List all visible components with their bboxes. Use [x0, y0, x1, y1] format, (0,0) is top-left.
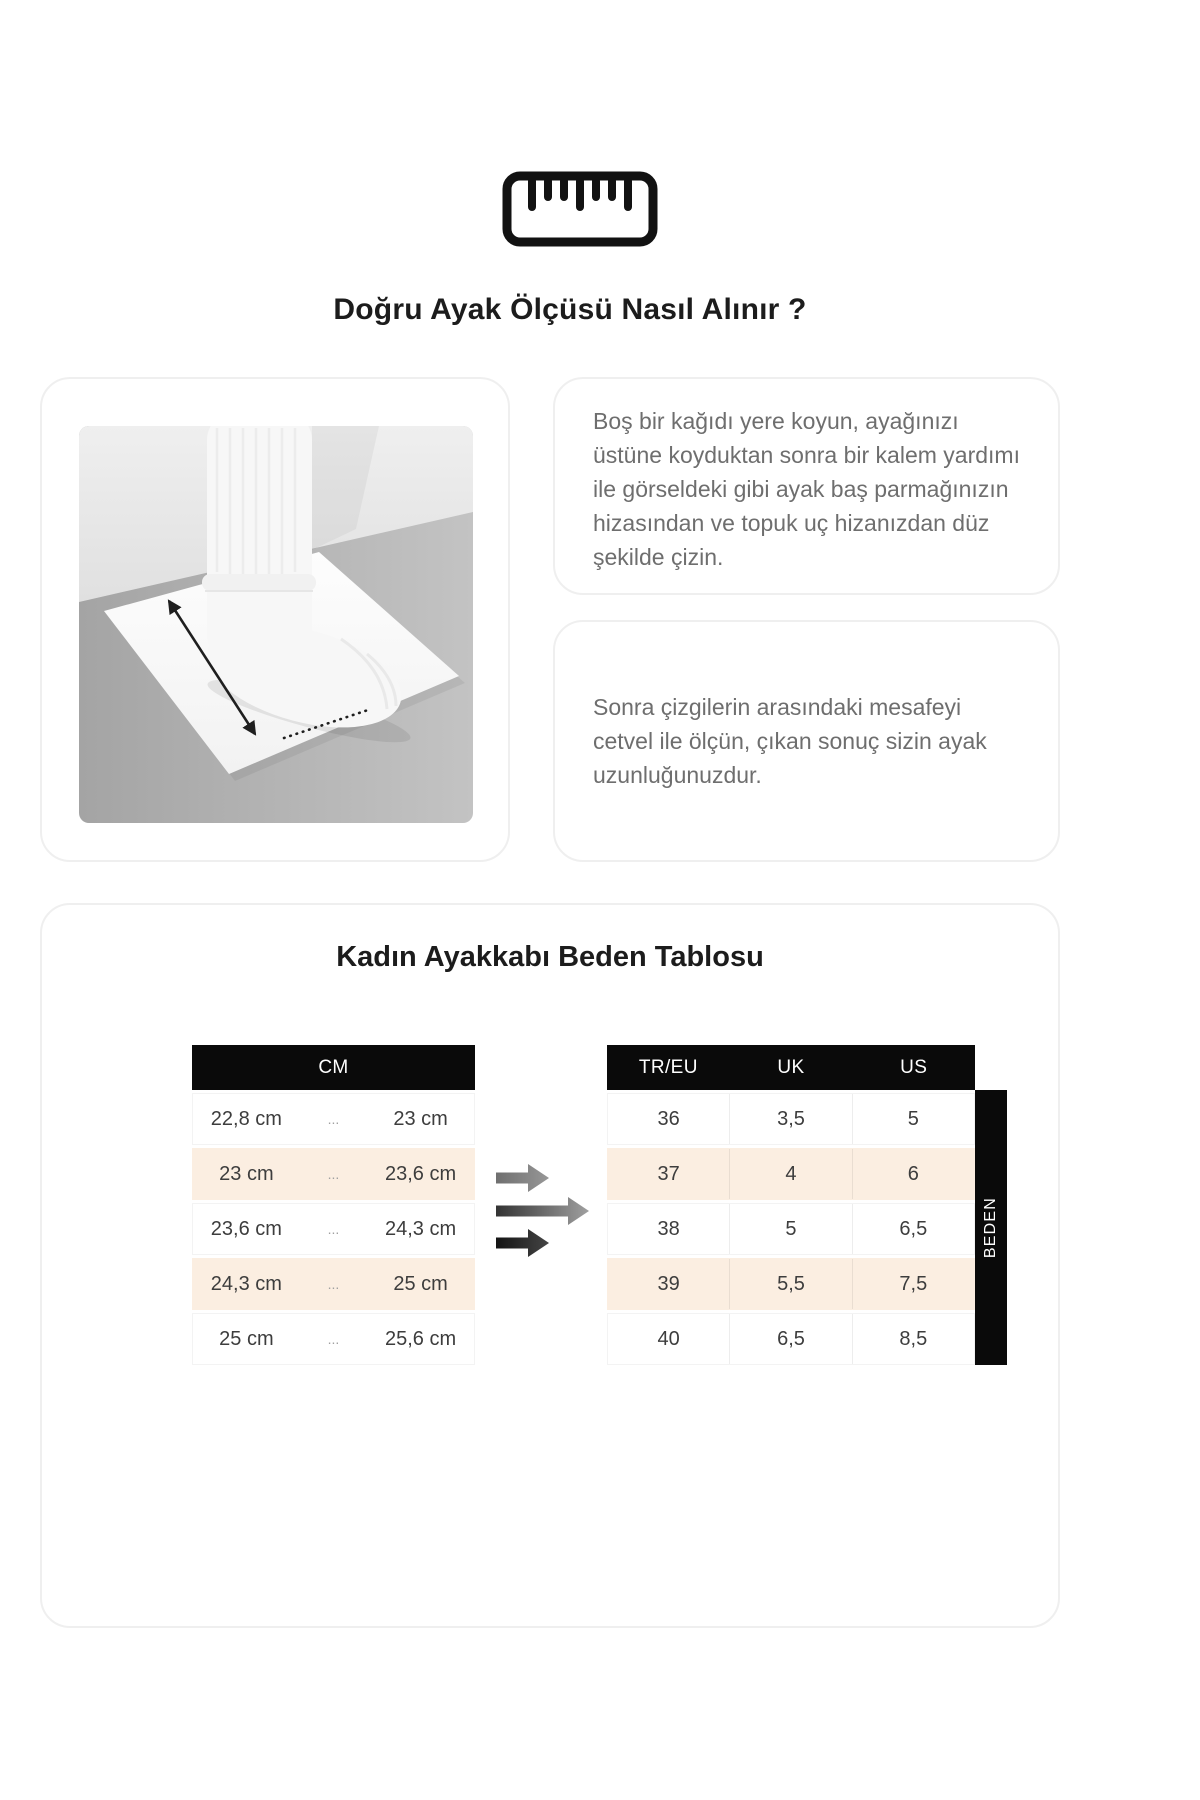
- cm-min-value: 23,6 cm: [210, 1217, 282, 1240]
- size-table-row: [607, 1093, 975, 1145]
- size-table-header-uk: UK: [777, 1056, 805, 1078]
- cm-max-value: 25 cm: [393, 1272, 448, 1295]
- size-conversion-table: [607, 1045, 975, 1365]
- size-chart-title: Kadın Ayakkabı Beden Tablosu: [336, 941, 764, 973]
- cm-table-header: CM: [192, 1045, 475, 1090]
- cm-min-value: 24,3 cm: [210, 1272, 282, 1295]
- cm-max-value: 24,3 cm: [385, 1217, 457, 1240]
- page-title: Doğru Ayak Ölçüsü Nasıl Alınır ?: [333, 293, 807, 326]
- cm-min-value: 22,8 cm: [210, 1107, 282, 1130]
- conversion-arrows-icon: [492, 1160, 596, 1260]
- size-cell-us: 7,5: [852, 1259, 974, 1309]
- size-cell-uk: 5: [729, 1204, 851, 1254]
- cm-table: [192, 1045, 475, 1365]
- size-cell-treu: 39: [657, 1272, 680, 1295]
- range-dots: ...: [327, 1166, 340, 1182]
- size-table-row: [607, 1258, 975, 1310]
- cm-min-value: 23 cm: [219, 1162, 274, 1185]
- size-cell-us: 5: [852, 1094, 974, 1144]
- beden-side-label: BEDEN: [975, 1090, 1007, 1365]
- instruction-card-1: [553, 377, 1060, 595]
- size-cell-treu: 38: [657, 1217, 680, 1240]
- size-cell-uk: 3,5: [729, 1094, 851, 1144]
- size-table-row: [607, 1148, 975, 1200]
- range-dots: ...: [327, 1221, 340, 1237]
- size-table-header-treu: TR/EU: [638, 1056, 698, 1078]
- size-cell-uk: 5,5: [729, 1259, 851, 1309]
- cm-min-value: 25 cm: [219, 1327, 274, 1350]
- cm-table-row: [192, 1313, 475, 1365]
- cm-table-row: [192, 1258, 475, 1310]
- instruction-text-1: Boş bir kağıdı yere koyun, ayağınızı üstüne koyduktan sonra bir kalem yardımı ile görseldeki gibi ayak baş parmağınızın hizasından ve topuk uç hizanızdan düz şekilde çizin.: [593, 408, 1020, 570]
- size-table-header-row: [607, 1045, 975, 1090]
- range-dots: ...: [327, 1111, 340, 1127]
- size-cell-us: 6: [852, 1149, 974, 1199]
- size-cell-treu: 37: [657, 1162, 680, 1185]
- size-table-row: [607, 1203, 975, 1255]
- instruction-card-2: [553, 620, 1060, 862]
- size-cell-us: 8,5: [852, 1314, 974, 1364]
- size-cell-treu: 36: [657, 1107, 680, 1130]
- cm-table-row: [192, 1093, 475, 1145]
- ruler-icon: [502, 170, 658, 248]
- foot-measurement-photo: [79, 426, 473, 823]
- cm-max-value: 25,6 cm: [385, 1327, 457, 1350]
- size-cell-treu: 40: [657, 1327, 680, 1350]
- size-table-row: [607, 1313, 975, 1365]
- range-dots: ...: [327, 1276, 340, 1292]
- cm-max-value: 23,6 cm: [385, 1162, 457, 1185]
- size-cell-uk: 6,5: [729, 1314, 851, 1364]
- range-dots: ...: [327, 1331, 340, 1347]
- cm-max-value: 23 cm: [393, 1107, 448, 1130]
- size-cell-us: 6,5: [852, 1204, 974, 1254]
- cm-table-row: [192, 1203, 475, 1255]
- size-table-header-us: US: [900, 1056, 928, 1078]
- instruction-text-2: Sonra çizgilerin arasındaki mesafeyi cetvel ile ölçün, çıkan sonuç sizin ayak uzunluğunuzdur.: [593, 694, 987, 788]
- size-cell-uk: 4: [729, 1149, 851, 1199]
- cm-table-row: [192, 1148, 475, 1200]
- measurement-photo-card: [40, 377, 510, 862]
